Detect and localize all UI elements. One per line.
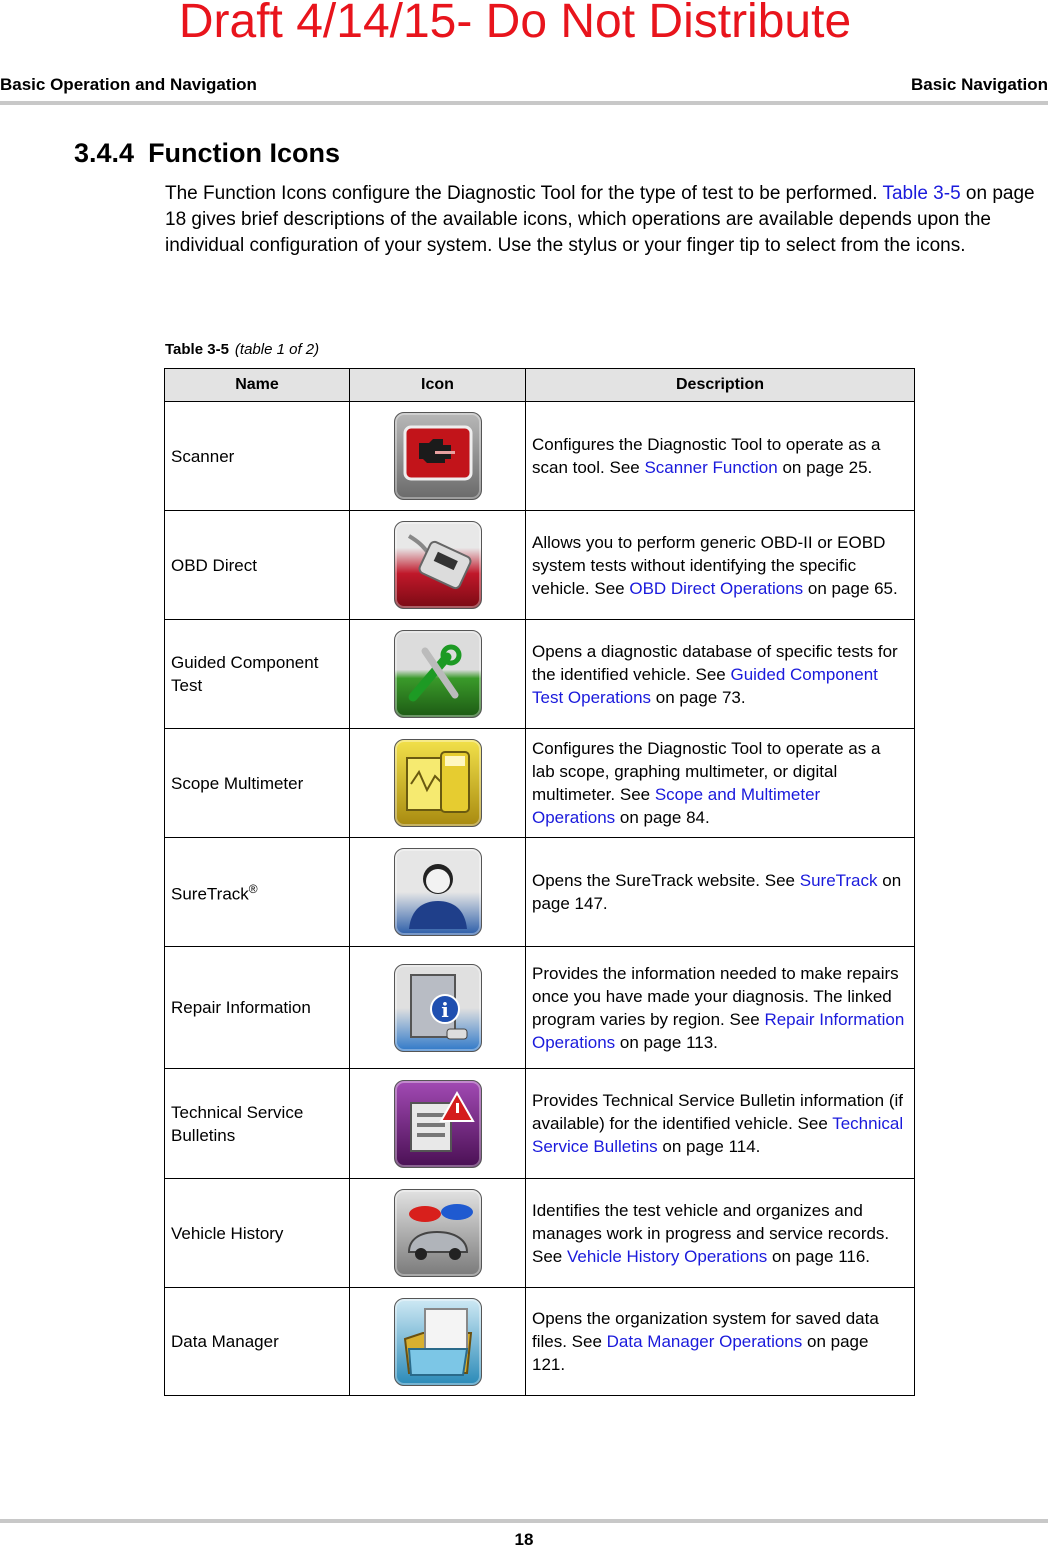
data-manager-operations-link[interactable]: Data Manager Operations	[606, 1332, 803, 1351]
technical-service-bulletins-icon[interactable]	[394, 1080, 482, 1168]
vehicle-history-operations-link[interactable]: Vehicle History Operations	[566, 1246, 768, 1266]
scanner-icon[interactable]	[394, 412, 482, 500]
suretrack-link[interactable]: SureTrack	[799, 871, 878, 890]
row-icon-cell	[350, 1288, 526, 1396]
row-icon-cell	[350, 947, 526, 1069]
row-description: Allows you to perform generic OBD-II or EOBD system tests without identifying the specific vehicle. See OBD Direct Operations on page 65.	[526, 511, 915, 620]
intro-text: The Function Icons configure the Diagnostic Tool for the type of test to be performed.	[165, 183, 883, 204]
section-title: Function Icons	[148, 138, 341, 168]
col-header-icon: Icon	[350, 369, 526, 402]
table-row	[165, 1288, 915, 1396]
repair-information-icon[interactable]	[394, 964, 482, 1052]
row-icon-cell	[350, 511, 526, 620]
table-caption	[165, 341, 319, 358]
table-row	[165, 947, 915, 1069]
row-description: Identifies the test vehicle and organizes and manages work in progress and service records. See Vehicle History Operations on page 116.	[526, 1179, 915, 1288]
footer-rule	[0, 1519, 1048, 1523]
row-name: Scope Multimeter	[165, 729, 350, 838]
row-description: Configures the Diagnostic Tool to operate as a lab scope, graphing multimeter, or digital multimeter. See Scope and Multimeter Operations on page 84.	[526, 729, 915, 838]
running-header-section: Basic Navigation	[911, 75, 1048, 94]
table-row	[165, 729, 915, 838]
technical-service-bulletins-link[interactable]: Technical Service Bulletins	[532, 1114, 904, 1156]
row-description: Configures the Diagnostic Tool to operate as a scan tool. See Scanner Function on page 25.	[526, 402, 915, 511]
row-name: Data Manager	[165, 1288, 350, 1396]
obd-direct-operations-link[interactable]: OBD Direct Operations	[629, 578, 804, 598]
table-header-row	[165, 369, 915, 402]
table-row	[165, 1179, 915, 1288]
row-description: Provides Technical Service Bulletin information (if available) for the identified vehicle. See Technical Service Bulletins on page 114.	[526, 1069, 915, 1179]
row-name	[165, 838, 350, 947]
intro-text-cont: on page 18 gives brief descriptions of the available icons, which operations are available depends upon the individual configuration of your system. Use the stylus or your finger tip to select from the icons.	[165, 183, 1035, 256]
running-header-chapter: Basic Operation and Navigation	[0, 75, 257, 94]
obd-direct-icon[interactable]	[394, 521, 482, 609]
repair-information-operations-link[interactable]: Repair Information Operations	[532, 1009, 905, 1052]
scope-multimeter-icon[interactable]	[394, 739, 482, 827]
page-number: 18	[514, 1530, 534, 1549]
row-name: Guided Component Test	[165, 620, 350, 729]
row-description: Opens a diagnostic database of specific tests for the identified vehicle. See Guided Component Test Operations on page 73.	[526, 620, 915, 729]
guided-component-test-icon[interactable]	[394, 630, 482, 718]
section-heading	[74, 138, 340, 169]
scope-multimeter-operations-link[interactable]: Scope and Multimeter Operations	[532, 785, 821, 827]
row-name: Vehicle History	[165, 1179, 350, 1288]
intro-paragraph	[165, 181, 1045, 259]
row-name: Scanner	[165, 402, 350, 511]
row-icon-cell	[350, 838, 526, 947]
table-row	[165, 402, 915, 511]
registered-mark: ®	[248, 882, 258, 897]
table-row	[165, 1069, 915, 1179]
guided-component-test-operations-link[interactable]: Guided Component Test Operations	[532, 664, 878, 707]
table-row	[165, 511, 915, 620]
row-icon-cell	[350, 402, 526, 511]
section-number: 3.4.4	[74, 138, 135, 168]
row-description: Opens the SureTrack website. See SureTrack on page 147.	[526, 838, 915, 947]
table-link[interactable]: Table 3-5	[882, 183, 961, 204]
function-icons-table	[164, 368, 915, 1396]
draft-watermark: Draft 4/14/15- Do Not Distribute	[178, 0, 852, 48]
suretrack-icon[interactable]	[394, 848, 482, 936]
scanner-function-link[interactable]: Scanner Function	[644, 458, 778, 477]
row-icon-cell	[350, 1069, 526, 1179]
table-row	[165, 838, 915, 947]
vehicle-history-icon[interactable]	[394, 1189, 482, 1277]
row-description: Provides the information needed to make repairs once you have made your diagnosis. The linked program varies by region. See Repair Information Operations on page 113.	[526, 947, 915, 1069]
row-icon-cell	[350, 1179, 526, 1288]
row-description: Opens the organization system for saved data files. See Data Manager Operations on page 121.	[526, 1288, 915, 1396]
header-rule	[0, 101, 1048, 105]
row-name-text: SureTrack	[171, 884, 249, 904]
table-caption-label: Table 3-5	[165, 341, 229, 358]
row-icon-cell	[350, 729, 526, 838]
table-caption-note: (table 1 of 2)	[234, 341, 320, 358]
row-icon-cell	[350, 620, 526, 729]
row-name: Repair Information	[165, 947, 350, 1069]
row-name: Technical Service Bulletins	[165, 1069, 350, 1179]
data-manager-icon[interactable]	[394, 1298, 482, 1386]
col-header-name: Name	[165, 369, 350, 402]
col-header-description: Description	[526, 369, 915, 402]
svg-text:i: i	[440, 997, 449, 1022]
row-name: OBD Direct	[165, 511, 350, 620]
table-row	[165, 620, 915, 729]
